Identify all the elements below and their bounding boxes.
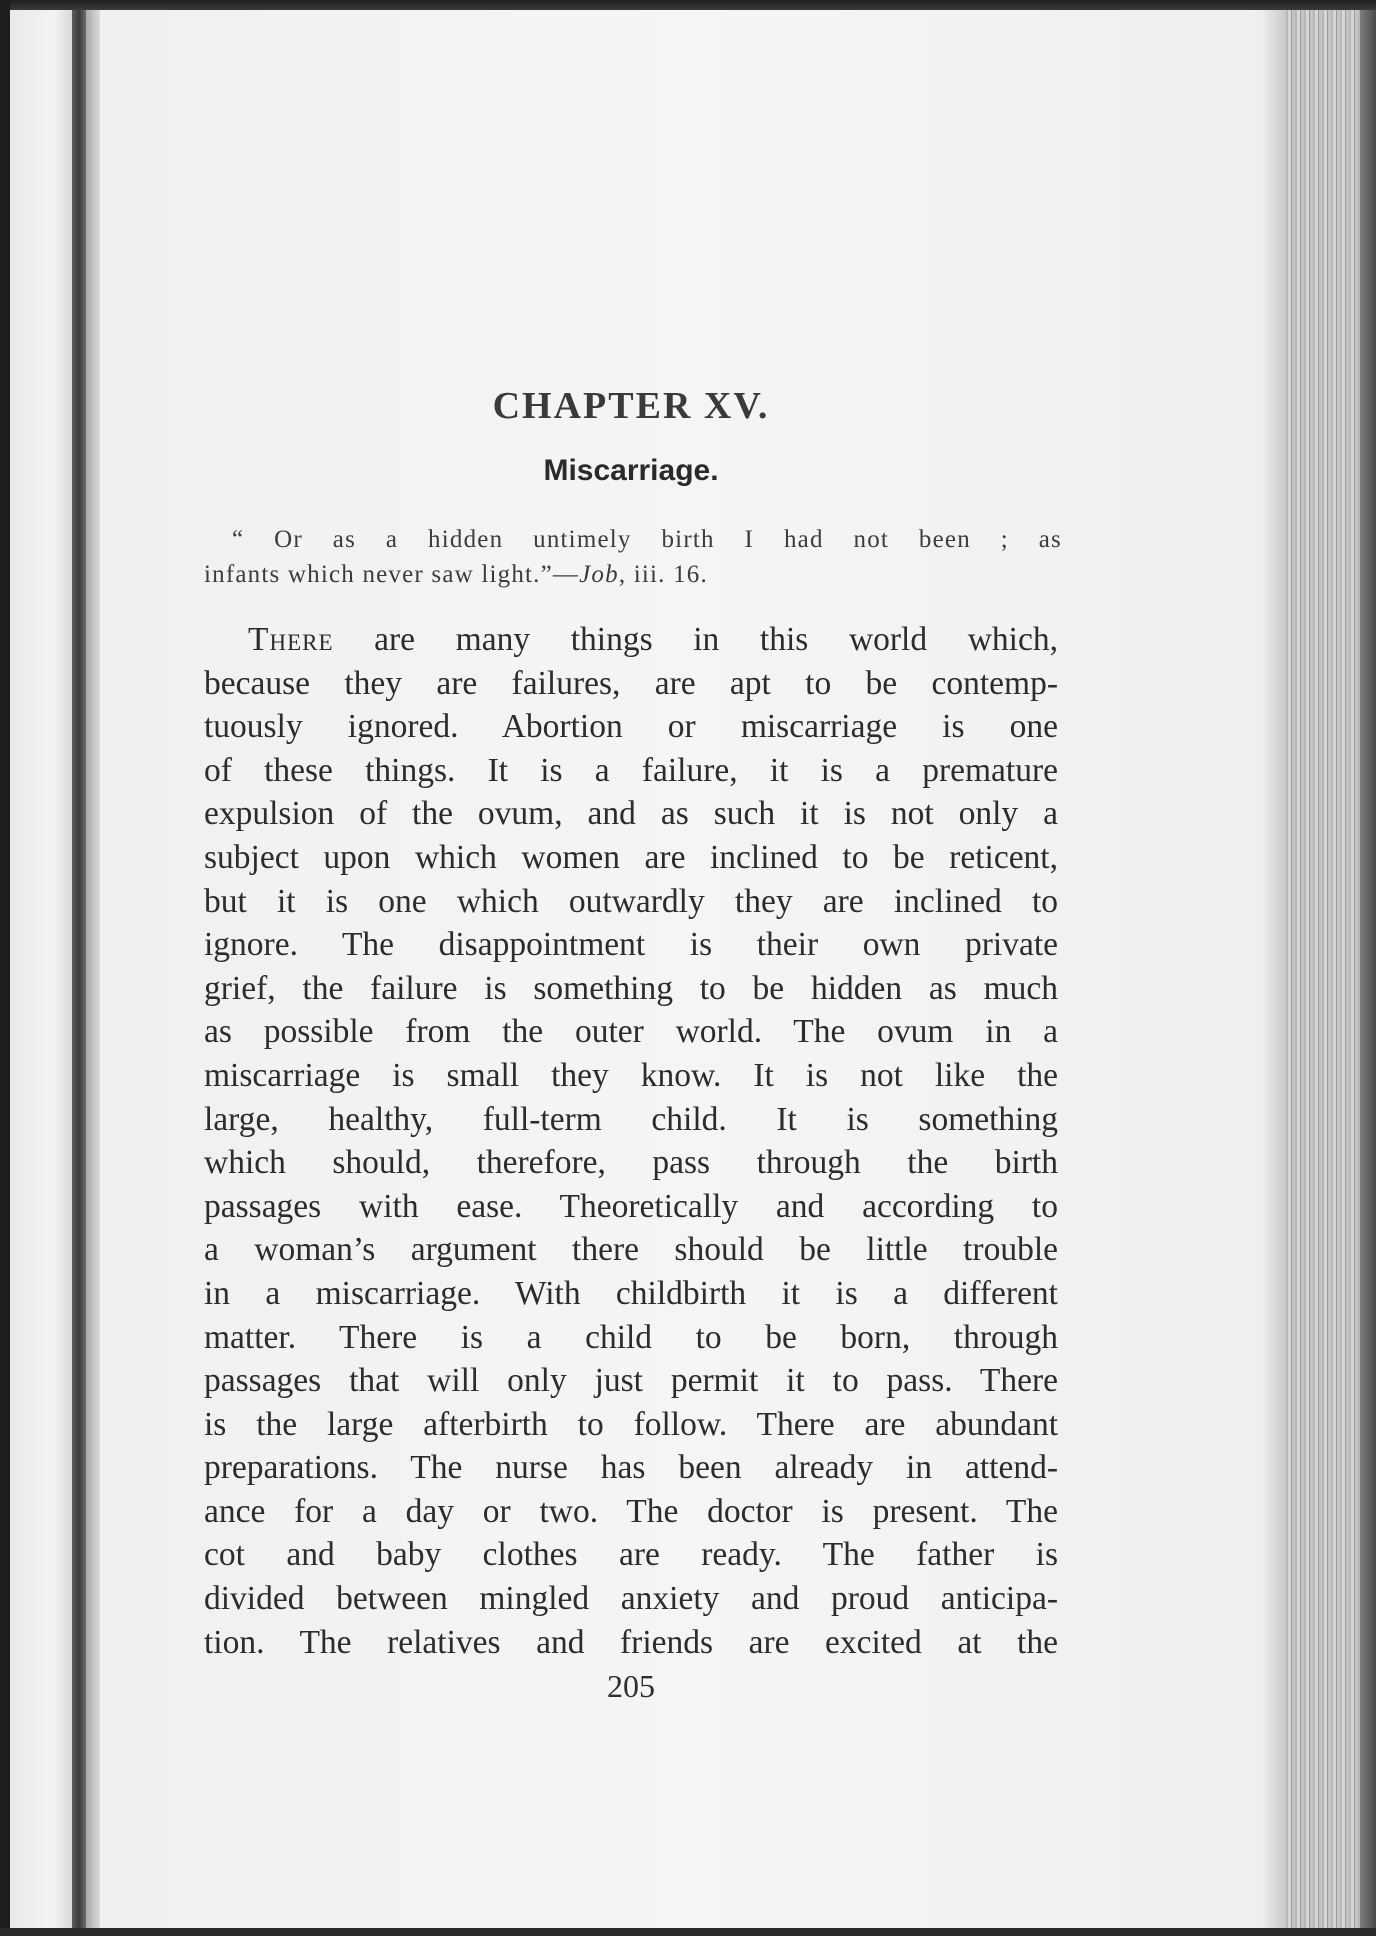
- body-line: passages with ease. Theoretically and according to: [204, 1187, 1058, 1225]
- body-line: as possible from the outer world. The ovum in a: [204, 1013, 1058, 1051]
- body-line: large, healthy, full-term child. It is something: [204, 1100, 1058, 1138]
- section-title: Miscarriage.: [543, 454, 719, 487]
- cover-edge: [1360, 10, 1376, 1928]
- binding-left-edge: [0, 0, 10, 1936]
- page-number: 205: [607, 1668, 655, 1704]
- body-line: ignore. The disappointment is their own private: [204, 926, 1058, 964]
- body-line: miscarriage is small they know. It is not like the: [204, 1056, 1058, 1094]
- epigraph-quote-end: infants which never saw light.”—: [204, 561, 580, 588]
- gutter-shadow: [72, 10, 86, 1928]
- body-line: grief, the failure is something to be hidden as much: [204, 969, 1058, 1007]
- body-line: which should, therefore, pass through the birth: [204, 1144, 1058, 1182]
- epigraph: [204, 522, 1062, 592]
- body-line: subject upon which women are inclined to be reticent,: [204, 838, 1058, 876]
- body-line: of these things. It is a failure, it is a premature: [204, 751, 1058, 789]
- epigraph-source: Job: [579, 561, 619, 588]
- opening-word: There: [248, 621, 334, 658]
- body-line: matter. There is a child to be born, through: [204, 1318, 1058, 1356]
- epigraph-line: “ Or as a hidden untimely birth I had not been ; as: [232, 526, 1062, 553]
- body-line: expulsion of the ovum, and as such it is not only a: [204, 795, 1058, 833]
- body-line: cot and baby clothes are ready. The father is: [204, 1536, 1058, 1574]
- body-line: passages that will only just permit it to pass. There: [204, 1362, 1058, 1400]
- body-line: but it is one which outwardly they are inclined to: [204, 882, 1058, 920]
- body-line-rest: are many things in this world which,: [333, 621, 1058, 658]
- body-line: [204, 618, 1058, 662]
- body-line: because they are failures, are apt to be contemp-: [204, 664, 1058, 702]
- body-line: is the large afterbirth to follow. There are abundant: [204, 1405, 1058, 1443]
- page-edge-shade: [1262, 10, 1286, 1928]
- gutter-highlight: [86, 10, 100, 1928]
- body-paragraph: [204, 618, 1058, 1664]
- body-line: preparations. The nurse has been already in attend-: [204, 1449, 1058, 1487]
- previous-page-sliver: [10, 10, 72, 1928]
- body-line: a woman’s argument there should be little trouble: [204, 1231, 1058, 1269]
- body-line: ance for a day or two. The doctor is present. The: [204, 1492, 1058, 1530]
- body-line: tion. The relatives and friends are excited at the: [204, 1623, 1058, 1661]
- binding-top-edge: [0, 0, 1376, 10]
- binding-bottom-edge: [0, 1928, 1376, 1936]
- chapter-heading: CHAPTER XV.: [492, 385, 770, 427]
- epigraph-reference: , iii. 16.: [618, 561, 708, 588]
- body-line: divided between mingled anxiety and proud anticipa-: [204, 1580, 1058, 1618]
- body-line: tuously ignored. Abortion or miscarriage is one: [204, 708, 1058, 746]
- body-line: in a miscarriage. With childbirth it is a different: [204, 1274, 1058, 1312]
- epigraph-line: [204, 557, 1062, 592]
